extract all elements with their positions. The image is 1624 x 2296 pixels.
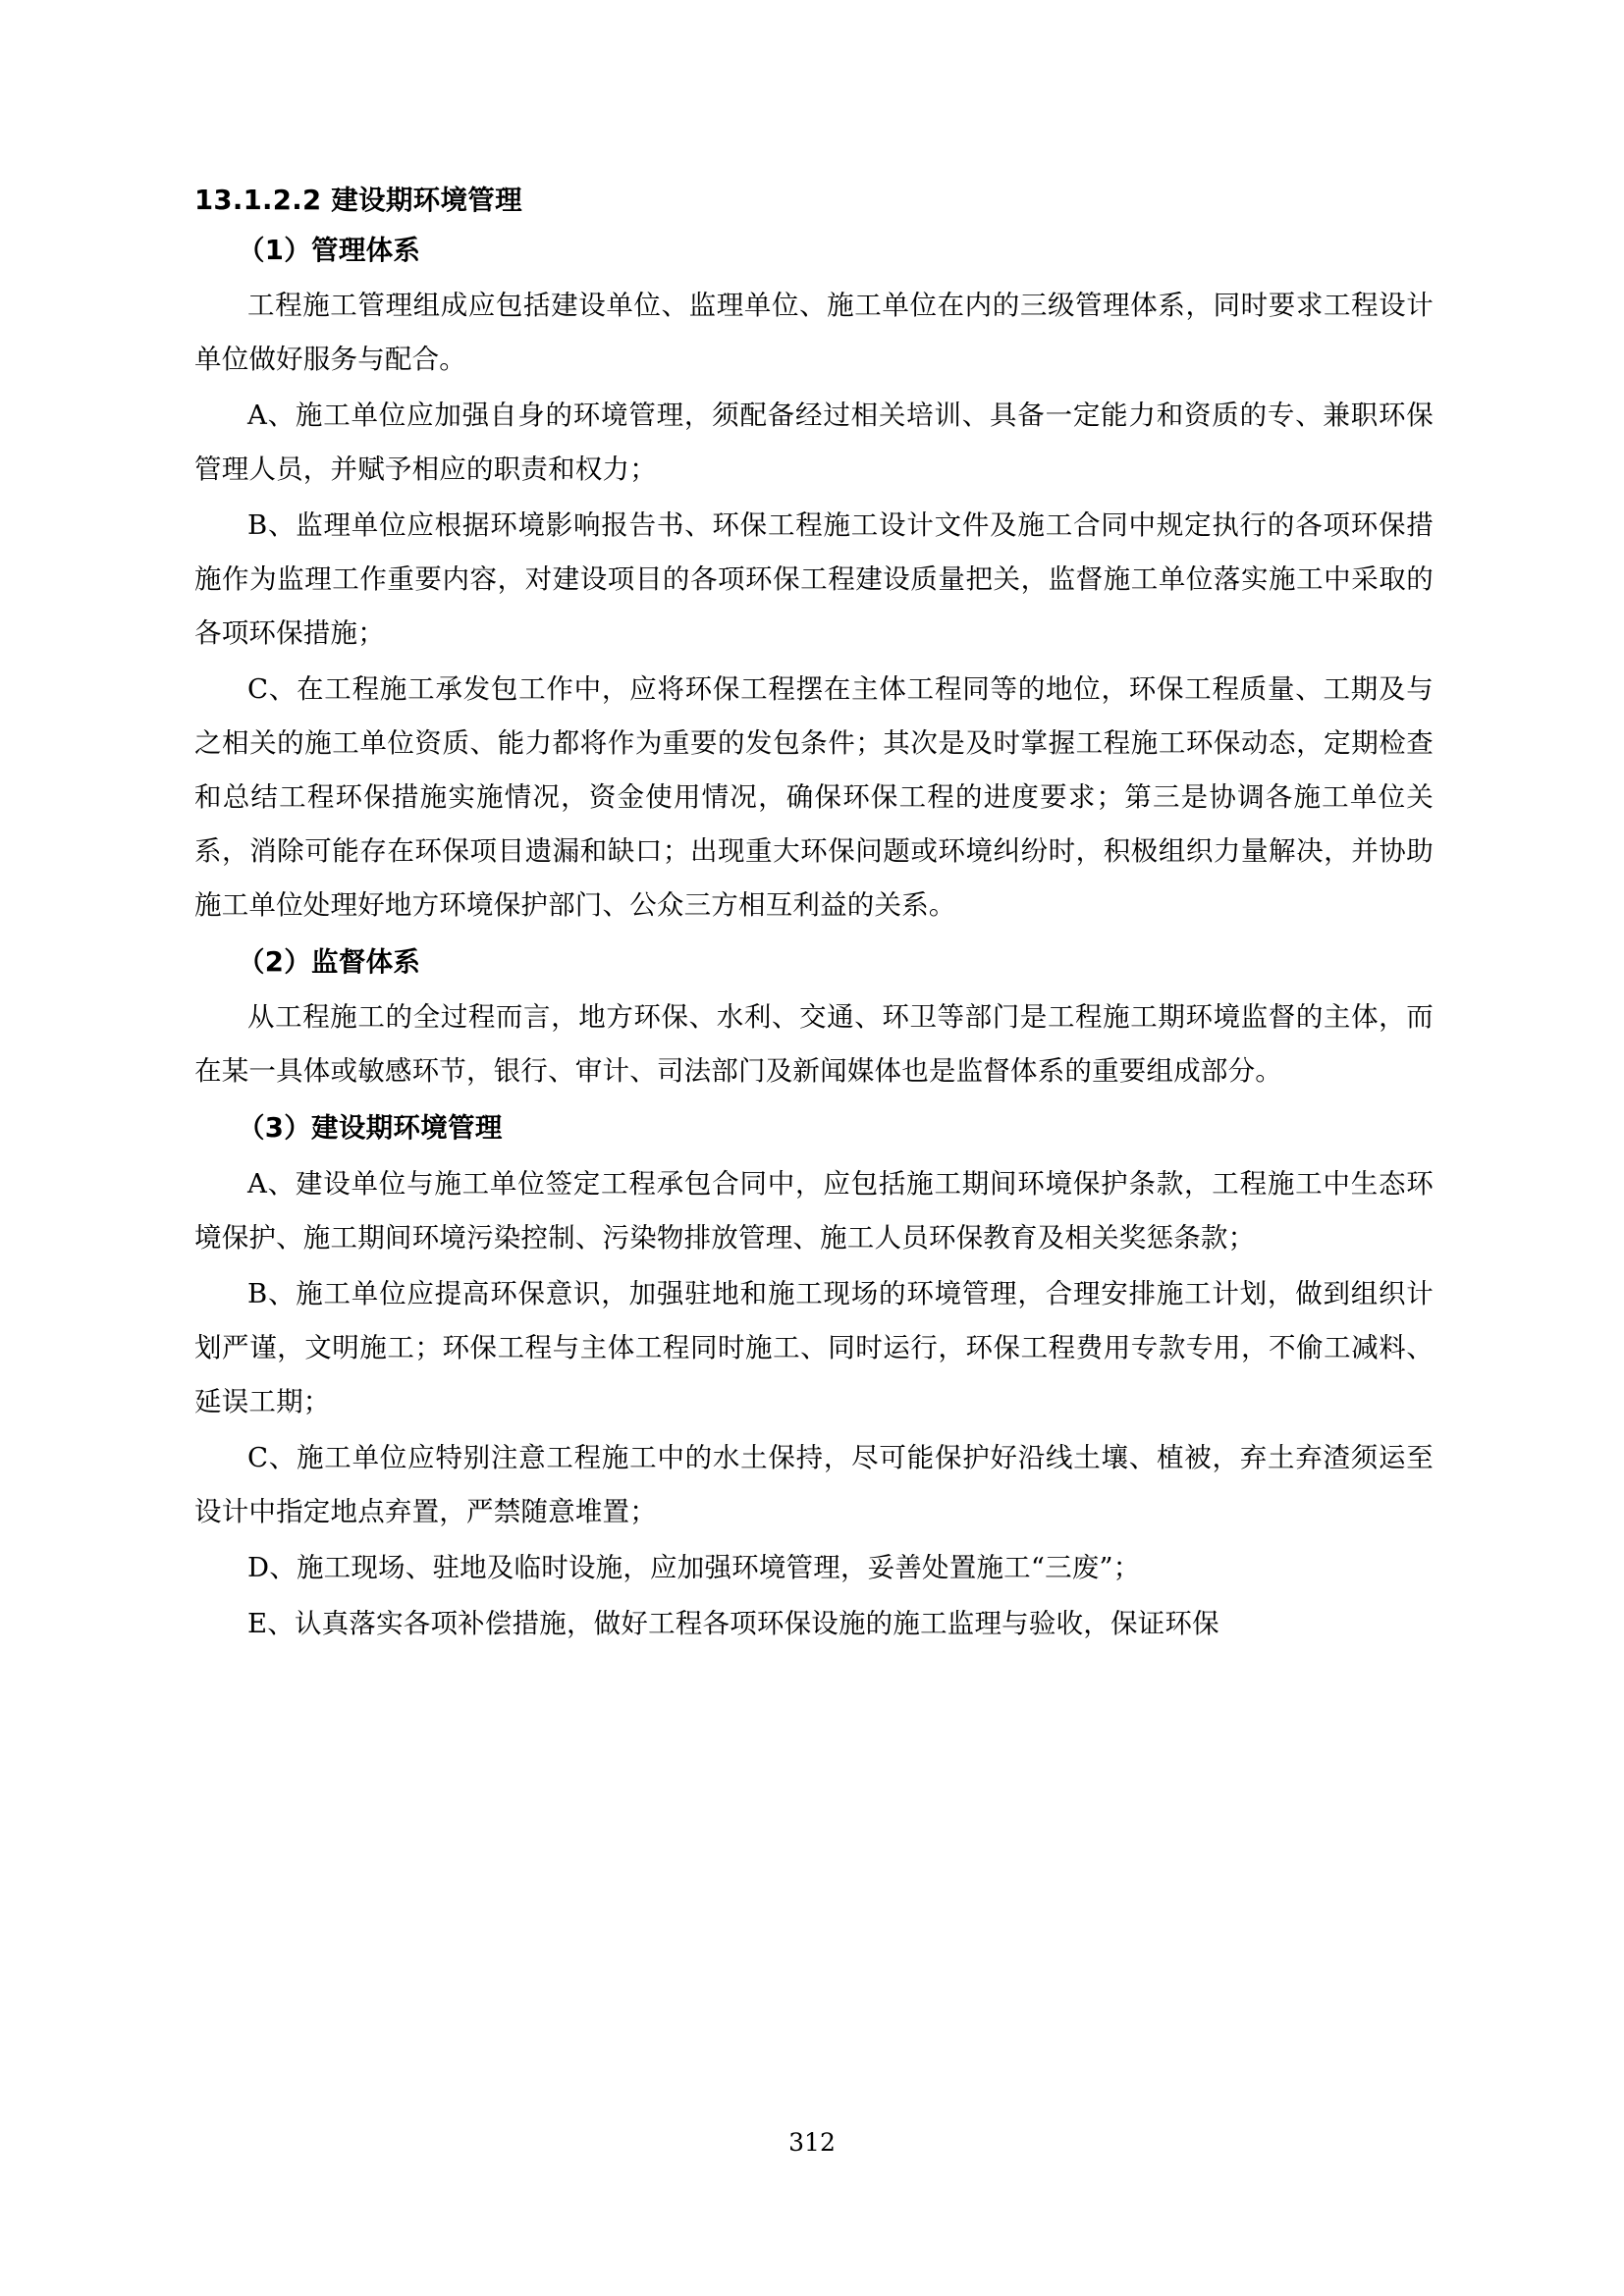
paragraph: C、在工程施工承发包工作中，应将环保工程摆在主体工程同等的地位，环保工程质量、工期及与之相关的施工单位资质、能力都将作为重要的发包条件；其次是及时掌握工程施工环保动态，定期检查和总结工程环保措施实施情况，资金使用情况，确保环保工程的进度要求；第三是协调各施工单位关系，消除可能存在环保项目遗漏和缺口；出现重大环保问题或环境纠纷时，积极组织力量解决，并协助施工单位处理好地方环境保护部门、公众三方相互利益的关系。	[194, 673, 1434, 922]
paragraph: C、施工单位应特别注意工程施工中的水土保持，尽可能保护好沿线土壤、植被，弃土弃渣须运至设计中指定地点弃置，严禁随意堆置；	[194, 1441, 1434, 1527]
page-title: 13.1.2.2 建设期环境管理	[194, 185, 522, 216]
paragraph: A、建设单位与施工单位签定工程承包合同中，应包括施工期间环境保护条款，工程施工中生态环境保护、施工期间环境污染控制、污染物排放管理、施工人员环保教育及相关奖惩条款；	[194, 1167, 1434, 1254]
paragraph: 从工程施工的全过程而言，地方环保、水利、交通、环卫等部门是工程施工期环境监督的主体，而在某一具体或敏感环节，银行、审计、司法部门及新闻媒体也是监督体系的重要组成部分。	[194, 1001, 1434, 1088]
page-content	[194, 183, 1434, 1653]
paragraph: B、施工单位应提高环保意识，加强驻地和施工现场的环境管理，合理安排施工计划，做到组织计划严谨，文明施工；环保工程与主体工程同时施工、同时运行，环保工程费用专款专用，不偷工减料、延误工期；	[194, 1277, 1434, 1417]
section-subheading-1: （1）管理体系	[238, 235, 421, 267]
section-subheading-3: （3）建设期环境管理	[238, 1112, 503, 1145]
paragraph: B、监理单位应根据环境影响报告书、环保工程施工设计文件及施工合同中规定执行的各项环保措施作为监理工作重要内容，对建设项目的各项环保工程建设质量把关，监督施工单位落实施工中采取的各项环保措施；	[194, 509, 1434, 650]
page-number: 312	[788, 2128, 836, 2157]
paragraph: D、施工现场、驻地及临时设施，应加强环境管理，妥善处置施工“三废”；	[247, 1551, 1141, 1583]
paragraph: E、认真落实各项补偿措施，做好工程各项环保设施的施工监理与验收，保证环保	[247, 1607, 1219, 1639]
paragraph: 工程施工管理组成应包括建设单位、监理单位、施工单位在内的三级管理体系，同时要求工程设计单位做好服务与配合。	[194, 290, 1434, 376]
section-subheading-2: （2）监督体系	[238, 946, 421, 979]
paragraph: A、施工单位应加强自身的环境管理，须配备经过相关培训、具备一定能力和资质的专、兼职环保管理人员，并赋予相应的职责和权力；	[194, 400, 1434, 486]
